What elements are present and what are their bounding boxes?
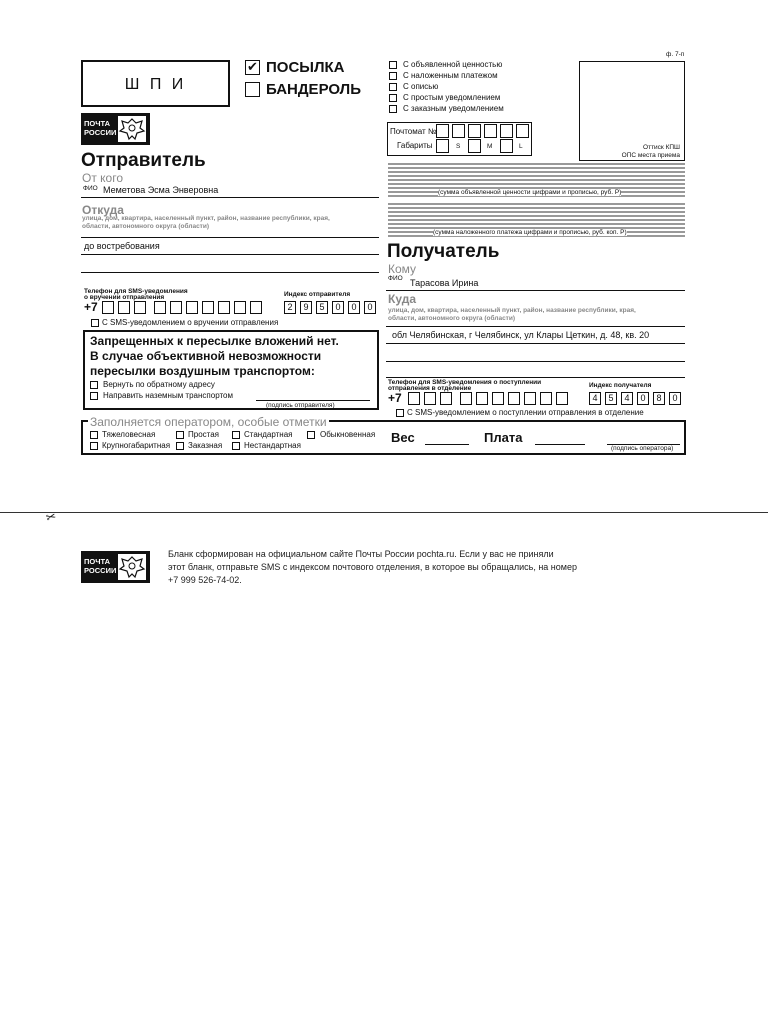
forbidden-line2: В случае объективной невозможности [90,349,322,363]
sender-address-hint-1: улица, дом, квартира, населенный пункт, район, название республики, края, [82,215,330,222]
sender-signature-line [256,400,370,401]
size-s-label: S [456,143,461,150]
shpi-label: Ш П И [124,76,187,93]
parcel-checkbox[interactable]: ✔ [245,60,260,75]
sender-phone-cell[interactable] [102,301,114,314]
sender-phone-cell[interactable] [218,301,230,314]
recipient-phone-cell[interactable] [460,392,472,405]
sender-phone-cell[interactable] [118,301,130,314]
sender-address[interactable]: до востребования [84,241,160,251]
wrapper-checkbox[interactable] [245,82,260,97]
operator-signature-caption: (подпись оператора) [611,445,674,452]
recipient-to-label: Кому [388,262,417,276]
sender-index-digit[interactable]: 0 [364,301,376,314]
service-checkbox[interactable] [389,105,397,113]
divider [81,197,379,198]
footer-russian-post-logo [81,551,150,583]
sender-signature-caption: (подпись отправителя) [266,402,335,409]
ground-transport-checkbox[interactable] [90,392,98,400]
recipient-where-label: Куда [388,292,416,306]
operator-option-checkbox[interactable] [232,442,240,450]
postamat-cell[interactable] [516,124,529,138]
operator-option-label: Обыкновенная [320,430,376,439]
recipient-index-digit[interactable]: 8 [653,392,665,405]
return-to-sender-checkbox[interactable] [90,381,98,389]
stamp-caption-2: ОПС места приема [621,152,680,159]
recipient-phone-cell[interactable] [556,392,568,405]
size-l-label: L [519,143,523,150]
forbidden-line3: пересылки воздушным транспортом: [90,364,315,378]
cod-field[interactable] [388,203,685,239]
operator-option-label: Простая [188,430,220,439]
recipient-phone-cell[interactable] [492,392,504,405]
recipient-index-digit[interactable]: 0 [669,392,681,405]
postamat-label: Почтомат № [390,127,437,136]
recipient-phone-cell[interactable] [408,392,420,405]
divider [386,377,685,378]
recipient-phone-cell[interactable] [524,392,536,405]
sender-fio-label: ФИО [83,185,98,192]
return-to-sender-label: Вернуть по обратному адресу [103,380,215,389]
sender-phone-cell[interactable] [234,301,246,314]
recipient-index-digit[interactable]: 0 [637,392,649,405]
recipient-sms-label: С SMS-уведомлением о поступлении отправления в отделение [407,408,644,417]
logo-text-line2: РОССИИ [84,128,117,137]
size-s-checkbox[interactable] [436,139,449,153]
operator-option-checkbox[interactable] [307,431,315,439]
sender-phone-cell[interactable] [186,301,198,314]
dims-label: Габариты [397,141,433,150]
postamat-cell[interactable] [484,124,497,138]
service-label: С простым уведомлением [403,93,501,102]
recipient-phone-cell[interactable] [440,392,452,405]
service-checkbox[interactable] [389,94,397,102]
divider [81,237,379,238]
service-label: С описью [403,82,439,91]
sender-index-digit[interactable]: 0 [348,301,360,314]
eagle-emblem-icon [117,115,147,143]
ground-transport-label: Направить наземным транспортом [103,391,233,400]
sender-from-label: От кого [82,171,124,185]
recipient-index-digit[interactable]: 5 [605,392,617,405]
sender-index-digit[interactable]: 2 [284,301,296,314]
footer-text [168,548,577,587]
postamat-cell[interactable] [436,124,449,138]
weight-label: Вес [391,430,415,445]
recipient-phone-cell[interactable] [508,392,520,405]
operator-option-label: Заказная [188,441,223,450]
sender-name[interactable]: Меметова Эсма Энверовна [103,185,219,195]
sender-where-label: Откуда [82,203,124,217]
stamp-caption-1: Оттиск КПШ [643,144,680,151]
operator-option-label: Крупногабаритная [102,441,171,450]
cut-line [0,512,768,513]
sender-phone-cell[interactable] [250,301,262,314]
size-m-checkbox[interactable] [468,139,481,153]
sender-index-digit[interactable]: 9 [300,301,312,314]
recipient-index-digit[interactable]: 4 [621,392,633,405]
postamat-cell[interactable] [500,124,513,138]
sender-address-hint-2: области, автономного округа (области) [82,223,210,230]
scissors-icon: ✂ [44,508,58,526]
service-label: С наложенным платежом [403,71,498,80]
operator-option-checkbox[interactable] [176,442,184,450]
operator-option-checkbox[interactable] [232,431,240,439]
sender-phone-label-1: Телефон для SMS-уведомления [84,288,188,295]
divider [81,272,379,273]
russian-post-logo [81,113,150,145]
operator-option-label: Стандартная [244,430,293,439]
recipient-sms-checkbox[interactable] [396,409,404,417]
recipient-phone-cell[interactable] [476,392,488,405]
recipient-index-label: Индекс получателя [589,382,652,389]
footer-line-3: +7 999 526-74-02. [168,575,242,585]
divider [386,343,685,344]
service-label: С заказным уведомлением [403,104,504,113]
recipient-phone-cell[interactable] [424,392,436,405]
logo-text-line1: ПОЧТА [84,119,111,128]
parcel-label: ПОСЫЛКА [266,59,345,76]
recipient-index-digit[interactable]: 4 [589,392,601,405]
sender-index-digit[interactable]: 5 [316,301,328,314]
size-l-checkbox[interactable] [500,139,513,153]
sender-sms-label: С SMS-уведомлением о вручении отправления [102,318,279,327]
recipient-phone-prefix: +7 [388,391,402,405]
sender-phone-label-2: о вручении отправления [84,294,165,301]
form-code: ф. 7-п [666,51,685,58]
operator-heading: Заполняется оператором, особые отметки [90,415,327,429]
recipient-heading: Получатель [387,241,500,262]
sender-index-digit[interactable]: 0 [332,301,344,314]
footer-line-2: этот бланк, отправьте SMS с индексом почтового отделения, в которое вы обращались, на номер [168,562,577,572]
service-label: С объявленной ценностью [403,60,503,69]
service-checkbox[interactable] [389,61,397,69]
cod-caption: (сумма наложенного платежа цифрами и прописью, руб. коп. Р) [433,229,627,236]
recipient-address[interactable]: обл Челябинская, г Челябинск, ул Клары Цеткин, д. 48, кв. 20 [392,330,650,340]
recipient-phone-label-2: отправления в отделение [388,385,472,392]
recipient-name[interactable]: Тарасова Ирина [410,278,479,288]
recipient-phone-label-1: Телефон для SMS-уведомления о поступлении [388,379,542,386]
recipient-address-hint-2: области, автономного округа (области) [388,315,516,322]
eagle-emblem-icon [117,553,147,581]
recipient-phone-cell[interactable] [540,392,552,405]
stamp-box [579,61,685,161]
wrapper-label: БАНДЕРОЛЬ [266,81,361,98]
sender-phone-cell[interactable] [170,301,182,314]
recipient-fio-label: ФИО [388,275,403,282]
payment-field[interactable] [535,444,585,445]
operator-option-label: Тяжеловесная [102,430,156,439]
operator-option-label: Нестандартная [244,441,301,450]
sender-phone-cell[interactable] [154,301,166,314]
sender-phone-cell[interactable] [202,301,214,314]
divider [386,361,685,362]
divider [81,254,379,255]
sender-phone-cell[interactable] [134,301,146,314]
operator-option-checkbox[interactable] [176,431,184,439]
weight-field[interactable] [425,444,469,445]
recipient-address-hint-1: улица, дом, квартира, населенный пункт, район, название республики, края, [388,307,636,314]
postamat-cell[interactable] [452,124,465,138]
service-checkbox[interactable] [389,72,397,80]
declared-value-field[interactable] [388,163,685,197]
sender-phone-prefix: +7 [84,300,98,314]
payment-label: Плата [484,430,523,445]
operator-option-checkbox[interactable] [90,442,98,450]
sender-heading: Отправитель [81,150,206,171]
divider [386,290,685,291]
divider [386,326,685,327]
postamat-cell[interactable] [468,124,481,138]
footer-logo-text-line1: ПОЧТА [84,557,111,566]
shpi-box [81,60,230,107]
forbidden-line1: Запрещенных к пересылке вложений нет. [90,334,339,348]
operator-option-checkbox[interactable] [90,431,98,439]
footer-line-1: Бланк сформирован на официальном сайте Почты России pochta.ru. Если у вас не приняли [168,549,554,559]
footer-logo-text-line2: РОССИИ [84,566,117,575]
sender-sms-checkbox[interactable] [91,319,99,327]
sender-index-label: Индекс отправителя [284,291,351,298]
service-checkbox[interactable] [389,83,397,91]
declared-value-caption: (сумма объявленной ценности цифрами и прописью, руб. Р) [438,189,622,196]
size-m-label: M [487,143,493,150]
